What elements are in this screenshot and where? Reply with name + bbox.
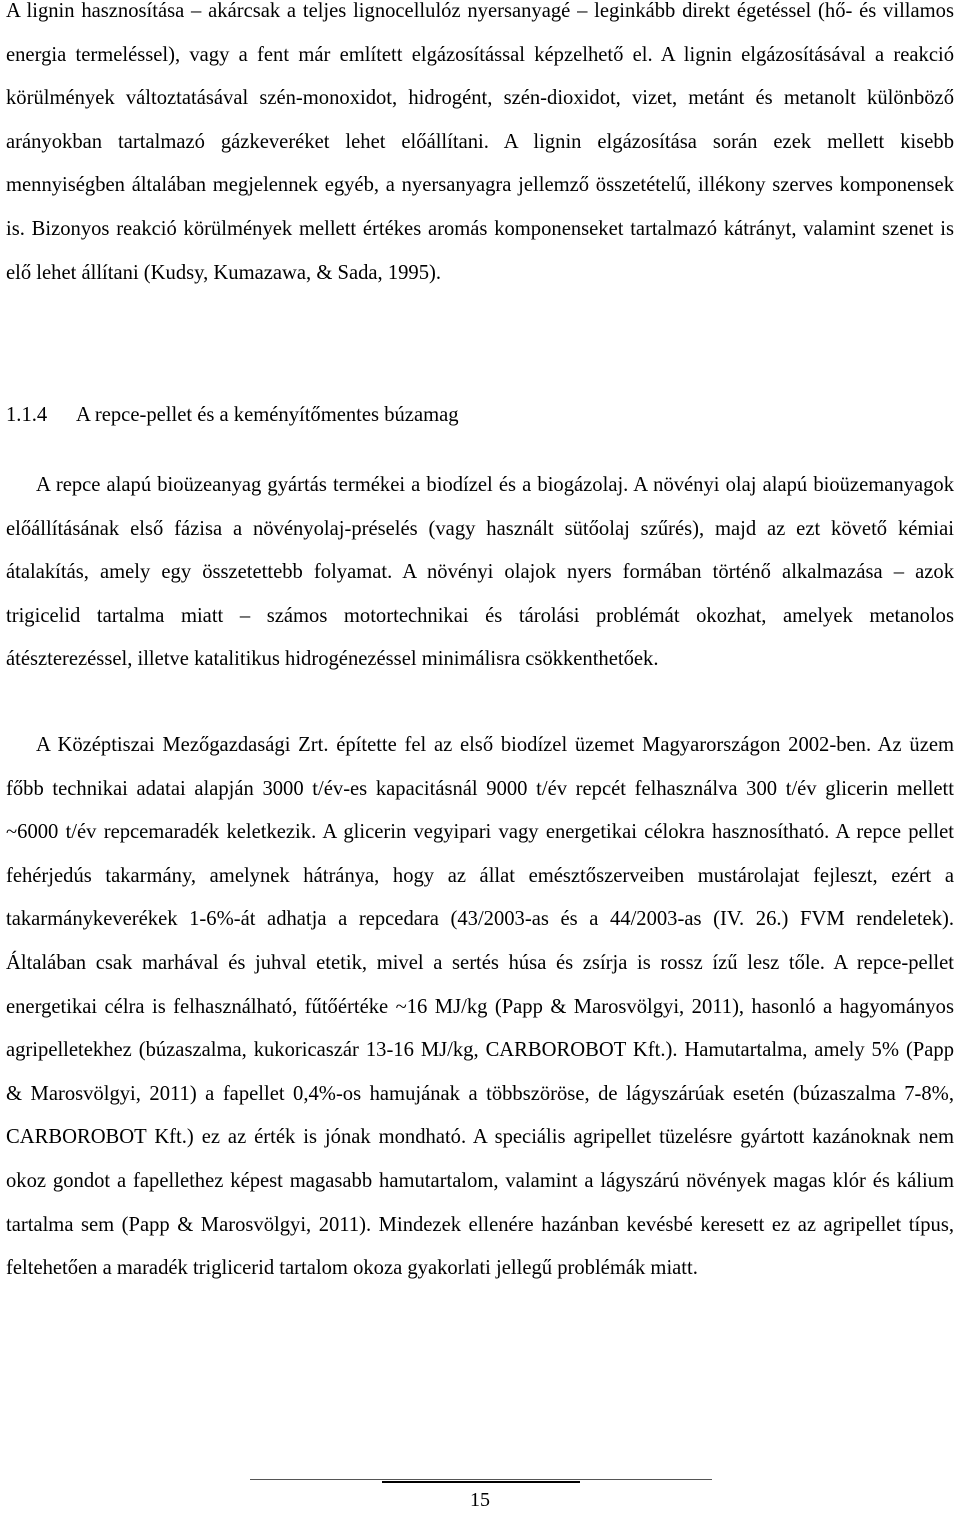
paragraph-biodizel-uzem: A Középtiszai Mezőgazdasági Zrt. építette fel az első biodízel üzemet Magyarországon 2002-ben. Az üzem főbb technikai adatai alapján 3000 t/év-es kapacitásnál 9000 t/év repcét felhasználva 300 t/év glicerin mellett ~6000 t/év repcemaradék keletkezik. A glicerin vegyipari vagy energetikai célokra hasznosítható. A repce pellet fehérjedús takarmány, amelynek hátránya, hogy az állat emésztőszerveiben mustárolajat fejleszt, ezért a takarmánykeverékek 1-6%-át adhatja a repcedara (43/2003-as és a 44/2003-as (IV. 26.) FVM rendeletek). Általában csak marhával és juhval etetik, mivel a sertés húsa és zsírja is rossz ízű lesz tőle. A repce-pellet energetikai célra is felhasználható, fűtőértéke ~16 MJ/kg (Papp & Marosvölgyi, 2011), hasonló a hagyományos agripelletekhez (búzaszalma, kukoricaszár 13-16 MJ/kg, CARBOROBOT Kft.). Hamutartalma, amely 5% (Papp & Marosvölgyi, 2011) a fapellet 0,4%-os hamujának a többszöröse, de lágyszárúak esetén (búzaszalma 7-8%, CARBOROBOT Kft.) ez az érték is jónak mondható. A speciális agripellet tüzelésre gyártott kazánoknak nem okoz gondot a fapellethez képest magasabb hamutartalom, valamint a lágyszárú növények magas klór és kálium tartalma sem (Papp & Marosvölgyi, 2011). Mindezek ellenére hazánban kevésbé keresett ez az agripellet típus, feltehetően a maradék triglicerid tartalom okoza gyakorlati jellegű problémák miatt. bbox=[6, 734, 954, 1280]
page-number: 15 bbox=[470, 1489, 490, 1511]
section-title: A repce-pellet és a keményítőmentes búzamag bbox=[76, 404, 459, 426]
paragraph-lignin: A lignin hasznosítása – akárcsak a teljes lignocellulóz nyersanyagé – leginkább direkt égetéssel (hő- és villamos energia termeléssel), vagy a fent már említett elgázosítással képzelhető el. A lignin elgázosításával a reakció körülmények változtatásával szén-monoxidot, hidrogént, szén-dioxidot, vizet, metánt és metanolt különböző arányokban tartalmazó gázkeveréket lehet előállítani. A lignin elgázosítása során ezek mellett kisebb mennyiségben általában megjelennek egyéb, a nyersanyagra jellemző összetételű, illékony szerves komponensek is. Bizonyos reakció körülmények mellett értékes aromás komponenseket tartalmazó kátrányt, valamint szenet is elő lehet állítani (Kudsy, Kumazawa, & Sada, 1995). bbox=[6, 0, 954, 284]
paragraph-repce-bioiizemanyag: A repce alapú bioüzeanyag gyártás termékei a biodízel és a biogázolaj. A növényi olaj alapú bioüzemanyagok előállításának első fázisa a növényolaj-préselés (vagy használt sütőolaj szűrés), majd az ezt követő kémiai átalakítás, amely egy összetettebb folyamat. A növényi olajok nyers formában történő alkalmazása – azok trigicelid tartalma miatt – számos motortechnikai és tárolási problémát okozhat, amelyek metanolos átészterezéssel, illetve katalitikus hidrogénezéssel minimálisra csökkenthetőek. bbox=[6, 474, 954, 671]
section-number: 1.1.4 bbox=[6, 404, 48, 426]
section-heading bbox=[6, 394, 954, 438]
footer-rule bbox=[250, 1479, 712, 1483]
